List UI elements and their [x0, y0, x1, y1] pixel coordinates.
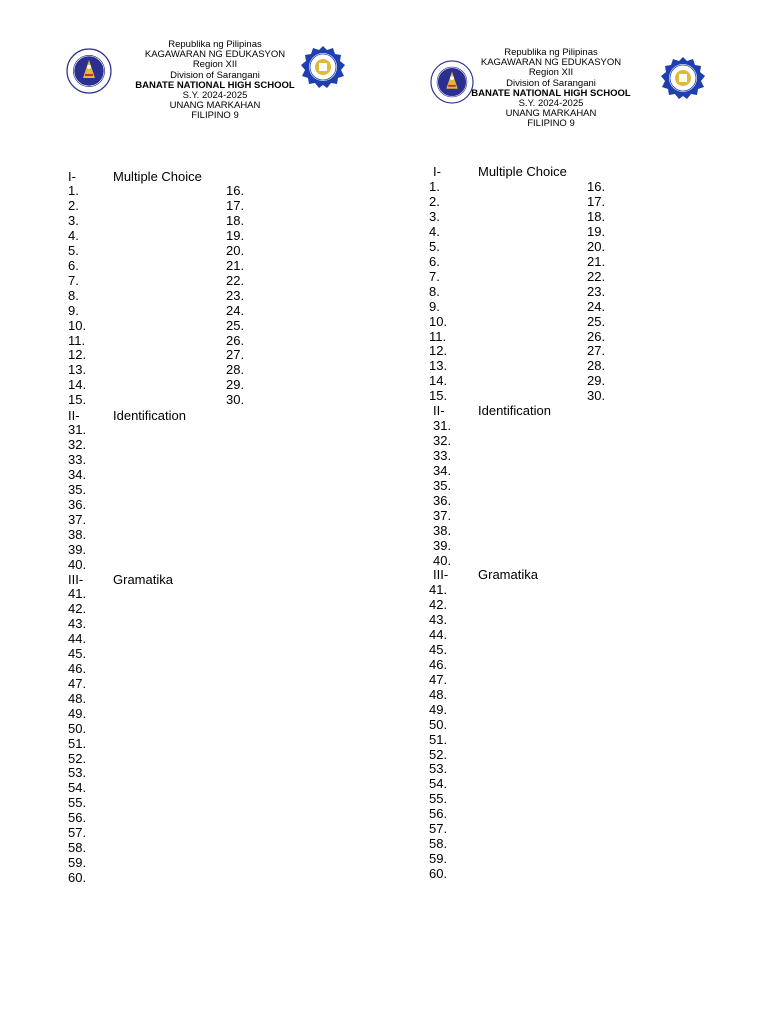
answer-item-15: 15. — [429, 388, 448, 404]
answer-item-43: 43. — [68, 615, 87, 631]
answer-item-26: 26. — [226, 332, 245, 348]
section-i-title: Multiple Choice — [113, 169, 202, 184]
answer-item-45: 45. — [429, 641, 448, 657]
section-ii-numeral: II- — [68, 408, 80, 423]
answer-item-53: 53. — [429, 761, 448, 777]
answer-item-6: 6. — [68, 257, 79, 273]
section-i-numeral: I- — [68, 169, 76, 184]
header-republic: Republika ng Pilipinas — [504, 47, 598, 58]
answer-item-1: 1. — [429, 179, 440, 194]
answer-item-47: 47. — [68, 675, 87, 691]
header-subject: FILIPINO 9 — [527, 118, 575, 130]
answer-item-5: 5. — [429, 238, 440, 254]
document-header — [436, 48, 666, 130]
section-i-title: Multiple Choice — [478, 164, 567, 179]
answer-item-11: 11. — [429, 328, 447, 344]
answer-item-39: 39. — [433, 537, 452, 553]
answer-item-60: 60. — [68, 870, 87, 885]
header-republic: Republika ng Pilipinas — [168, 39, 262, 50]
answer-item-51: 51. — [68, 735, 87, 751]
answer-item-26: 26. — [587, 328, 606, 344]
answer-item-56: 56. — [429, 806, 448, 822]
header-division: Division of Sarangani — [170, 69, 260, 81]
answer-item-33: 33. — [433, 447, 452, 463]
answer-item-28: 28. — [587, 358, 606, 374]
answer-item-58: 58. — [68, 840, 87, 856]
answer-item-35: 35. — [433, 477, 452, 493]
answer-item-20: 20. — [226, 242, 245, 258]
answer-item-21: 21. — [587, 253, 606, 269]
answer-item-34: 34. — [68, 466, 87, 482]
answer-item-48: 48. — [429, 686, 448, 702]
answer-item-52: 52. — [429, 746, 448, 762]
header-region: Region XII — [528, 67, 574, 79]
answer-sheet-right — [368, 0, 752, 1024]
answer-item-11: 11. — [68, 332, 86, 348]
school-seal-icon — [300, 45, 346, 91]
header-school-year: S.Y. 2024-2025 — [182, 90, 248, 102]
answer-item-42: 42. — [429, 597, 448, 612]
answer-item-32: 32. — [433, 432, 452, 448]
answer-item-55: 55. — [429, 791, 448, 807]
answer-item-33: 33. — [68, 451, 87, 467]
answer-item-31: 31. — [433, 418, 452, 433]
answer-item-13: 13. — [429, 358, 448, 374]
answer-item-42: 42. — [68, 601, 87, 616]
answer-item-19: 19. — [226, 227, 245, 243]
header-department: KAGAWARAN NG EDUKASYON — [480, 57, 622, 69]
answer-item-4: 4. — [429, 223, 440, 239]
answer-item-51: 51. — [429, 731, 448, 747]
answer-item-7: 7. — [429, 268, 440, 284]
answer-item-2: 2. — [429, 193, 440, 209]
answer-item-16: 16. — [587, 179, 606, 194]
answer-item-60: 60. — [429, 866, 448, 881]
answer-item-14: 14. — [429, 373, 448, 389]
answer-item-24: 24. — [587, 298, 606, 314]
answer-item-15: 15. — [68, 392, 87, 408]
answer-item-18: 18. — [226, 212, 245, 228]
answer-item-39: 39. — [68, 541, 87, 557]
answer-item-22: 22. — [587, 268, 606, 284]
header-quarter: UNANG MARKAHAN — [169, 100, 261, 112]
answer-item-55: 55. — [68, 795, 87, 811]
header-region: Region XII — [192, 59, 238, 71]
answer-item-9: 9. — [68, 302, 79, 318]
answer-item-7: 7. — [68, 272, 79, 288]
answer-item-20: 20. — [587, 238, 606, 254]
header-school-year: S.Y. 2024-2025 — [518, 98, 584, 110]
header-department: KAGAWARAN NG EDUKASYON — [144, 49, 286, 61]
answer-item-38: 38. — [68, 526, 87, 542]
answer-item-41: 41. — [429, 582, 448, 597]
answer-item-30: 30. — [587, 388, 606, 404]
section-ii-numeral: II- — [433, 403, 445, 418]
answer-item-27: 27. — [226, 347, 245, 363]
section-ii-title: Identification — [113, 408, 186, 423]
answer-item-24: 24. — [226, 302, 245, 318]
answer-item-32: 32. — [68, 436, 87, 452]
section-iii-title: Gramatika — [113, 572, 173, 587]
answer-item-25: 25. — [587, 313, 606, 329]
answer-item-59: 59. — [429, 851, 448, 867]
answer-item-36: 36. — [68, 496, 87, 512]
answer-item-23: 23. — [587, 283, 606, 299]
answer-item-10: 10. — [429, 313, 448, 329]
answer-item-16: 16. — [226, 183, 245, 198]
answer-item-28: 28. — [226, 362, 245, 378]
answer-item-36: 36. — [433, 492, 452, 508]
answer-item-53: 53. — [68, 765, 87, 781]
answer-item-38: 38. — [433, 522, 452, 538]
answer-item-50: 50. — [429, 716, 448, 732]
answer-item-2: 2. — [68, 197, 79, 213]
answer-item-12: 12. — [68, 347, 87, 363]
answer-item-40: 40. — [68, 556, 87, 572]
answer-item-37: 37. — [68, 511, 87, 527]
answer-item-54: 54. — [429, 776, 448, 792]
section-ii-title: Identification — [478, 403, 551, 418]
header-quarter: UNANG MARKAHAN — [505, 108, 597, 120]
answer-item-13: 13. — [68, 362, 87, 378]
answer-item-25: 25. — [226, 317, 245, 333]
answer-item-4: 4. — [68, 227, 79, 243]
answer-item-19: 19. — [587, 223, 606, 239]
answer-item-46: 46. — [68, 660, 87, 676]
answer-item-12: 12. — [429, 343, 448, 359]
answer-item-29: 29. — [587, 373, 606, 389]
answer-item-34: 34. — [433, 462, 452, 478]
answer-item-9: 9. — [429, 298, 440, 314]
answer-item-37: 37. — [433, 507, 452, 523]
answer-item-17: 17. — [226, 197, 245, 213]
document-header — [100, 40, 330, 122]
header-subject: FILIPINO 9 — [191, 110, 239, 122]
answer-item-8: 8. — [68, 287, 79, 303]
answer-item-18: 18. — [587, 208, 606, 224]
answer-item-1: 1. — [68, 183, 79, 198]
answer-item-30: 30. — [226, 392, 245, 408]
header-school: BANATE NATIONAL HIGH SCHOOL — [135, 79, 295, 91]
answer-item-57: 57. — [68, 825, 87, 841]
section-iii-numeral: III- — [433, 567, 449, 582]
section-iii-numeral: III- — [68, 572, 84, 587]
answer-item-49: 49. — [429, 701, 448, 717]
school-seal-icon — [660, 56, 706, 102]
answer-item-49: 49. — [68, 705, 87, 721]
answer-item-54: 54. — [68, 780, 87, 796]
answer-item-59: 59. — [68, 855, 87, 871]
answer-item-57: 57. — [429, 821, 448, 837]
answer-item-52: 52. — [68, 750, 87, 766]
answer-item-47: 47. — [429, 671, 448, 687]
answer-item-48: 48. — [68, 690, 87, 706]
answer-item-58: 58. — [429, 836, 448, 852]
answer-item-3: 3. — [68, 212, 79, 228]
answer-item-46: 46. — [429, 656, 448, 672]
answer-item-5: 5. — [68, 242, 79, 258]
answer-item-44: 44. — [429, 626, 448, 642]
answer-item-6: 6. — [429, 253, 440, 269]
answer-item-3: 3. — [429, 208, 440, 224]
header-school: BANATE NATIONAL HIGH SCHOOL — [471, 87, 631, 99]
answer-item-31: 31. — [68, 422, 87, 437]
answer-item-45: 45. — [68, 645, 87, 661]
answer-item-40: 40. — [433, 552, 452, 568]
answer-item-27: 27. — [587, 343, 606, 359]
answer-item-21: 21. — [226, 257, 245, 273]
answer-item-8: 8. — [429, 283, 440, 299]
answer-item-29: 29. — [226, 377, 245, 393]
header-division: Division of Sarangani — [506, 77, 596, 89]
answer-item-41: 41. — [68, 586, 87, 601]
section-i-numeral: I- — [433, 164, 441, 179]
answer-item-56: 56. — [68, 810, 87, 826]
answer-item-17: 17. — [587, 193, 606, 209]
answer-item-44: 44. — [68, 630, 87, 646]
answer-item-50: 50. — [68, 720, 87, 736]
answer-item-35: 35. — [68, 481, 87, 497]
answer-item-23: 23. — [226, 287, 245, 303]
answer-item-14: 14. — [68, 377, 87, 393]
answer-item-22: 22. — [226, 272, 245, 288]
answer-item-43: 43. — [429, 611, 448, 627]
answer-item-10: 10. — [68, 317, 87, 333]
section-iii-title: Gramatika — [478, 567, 538, 582]
